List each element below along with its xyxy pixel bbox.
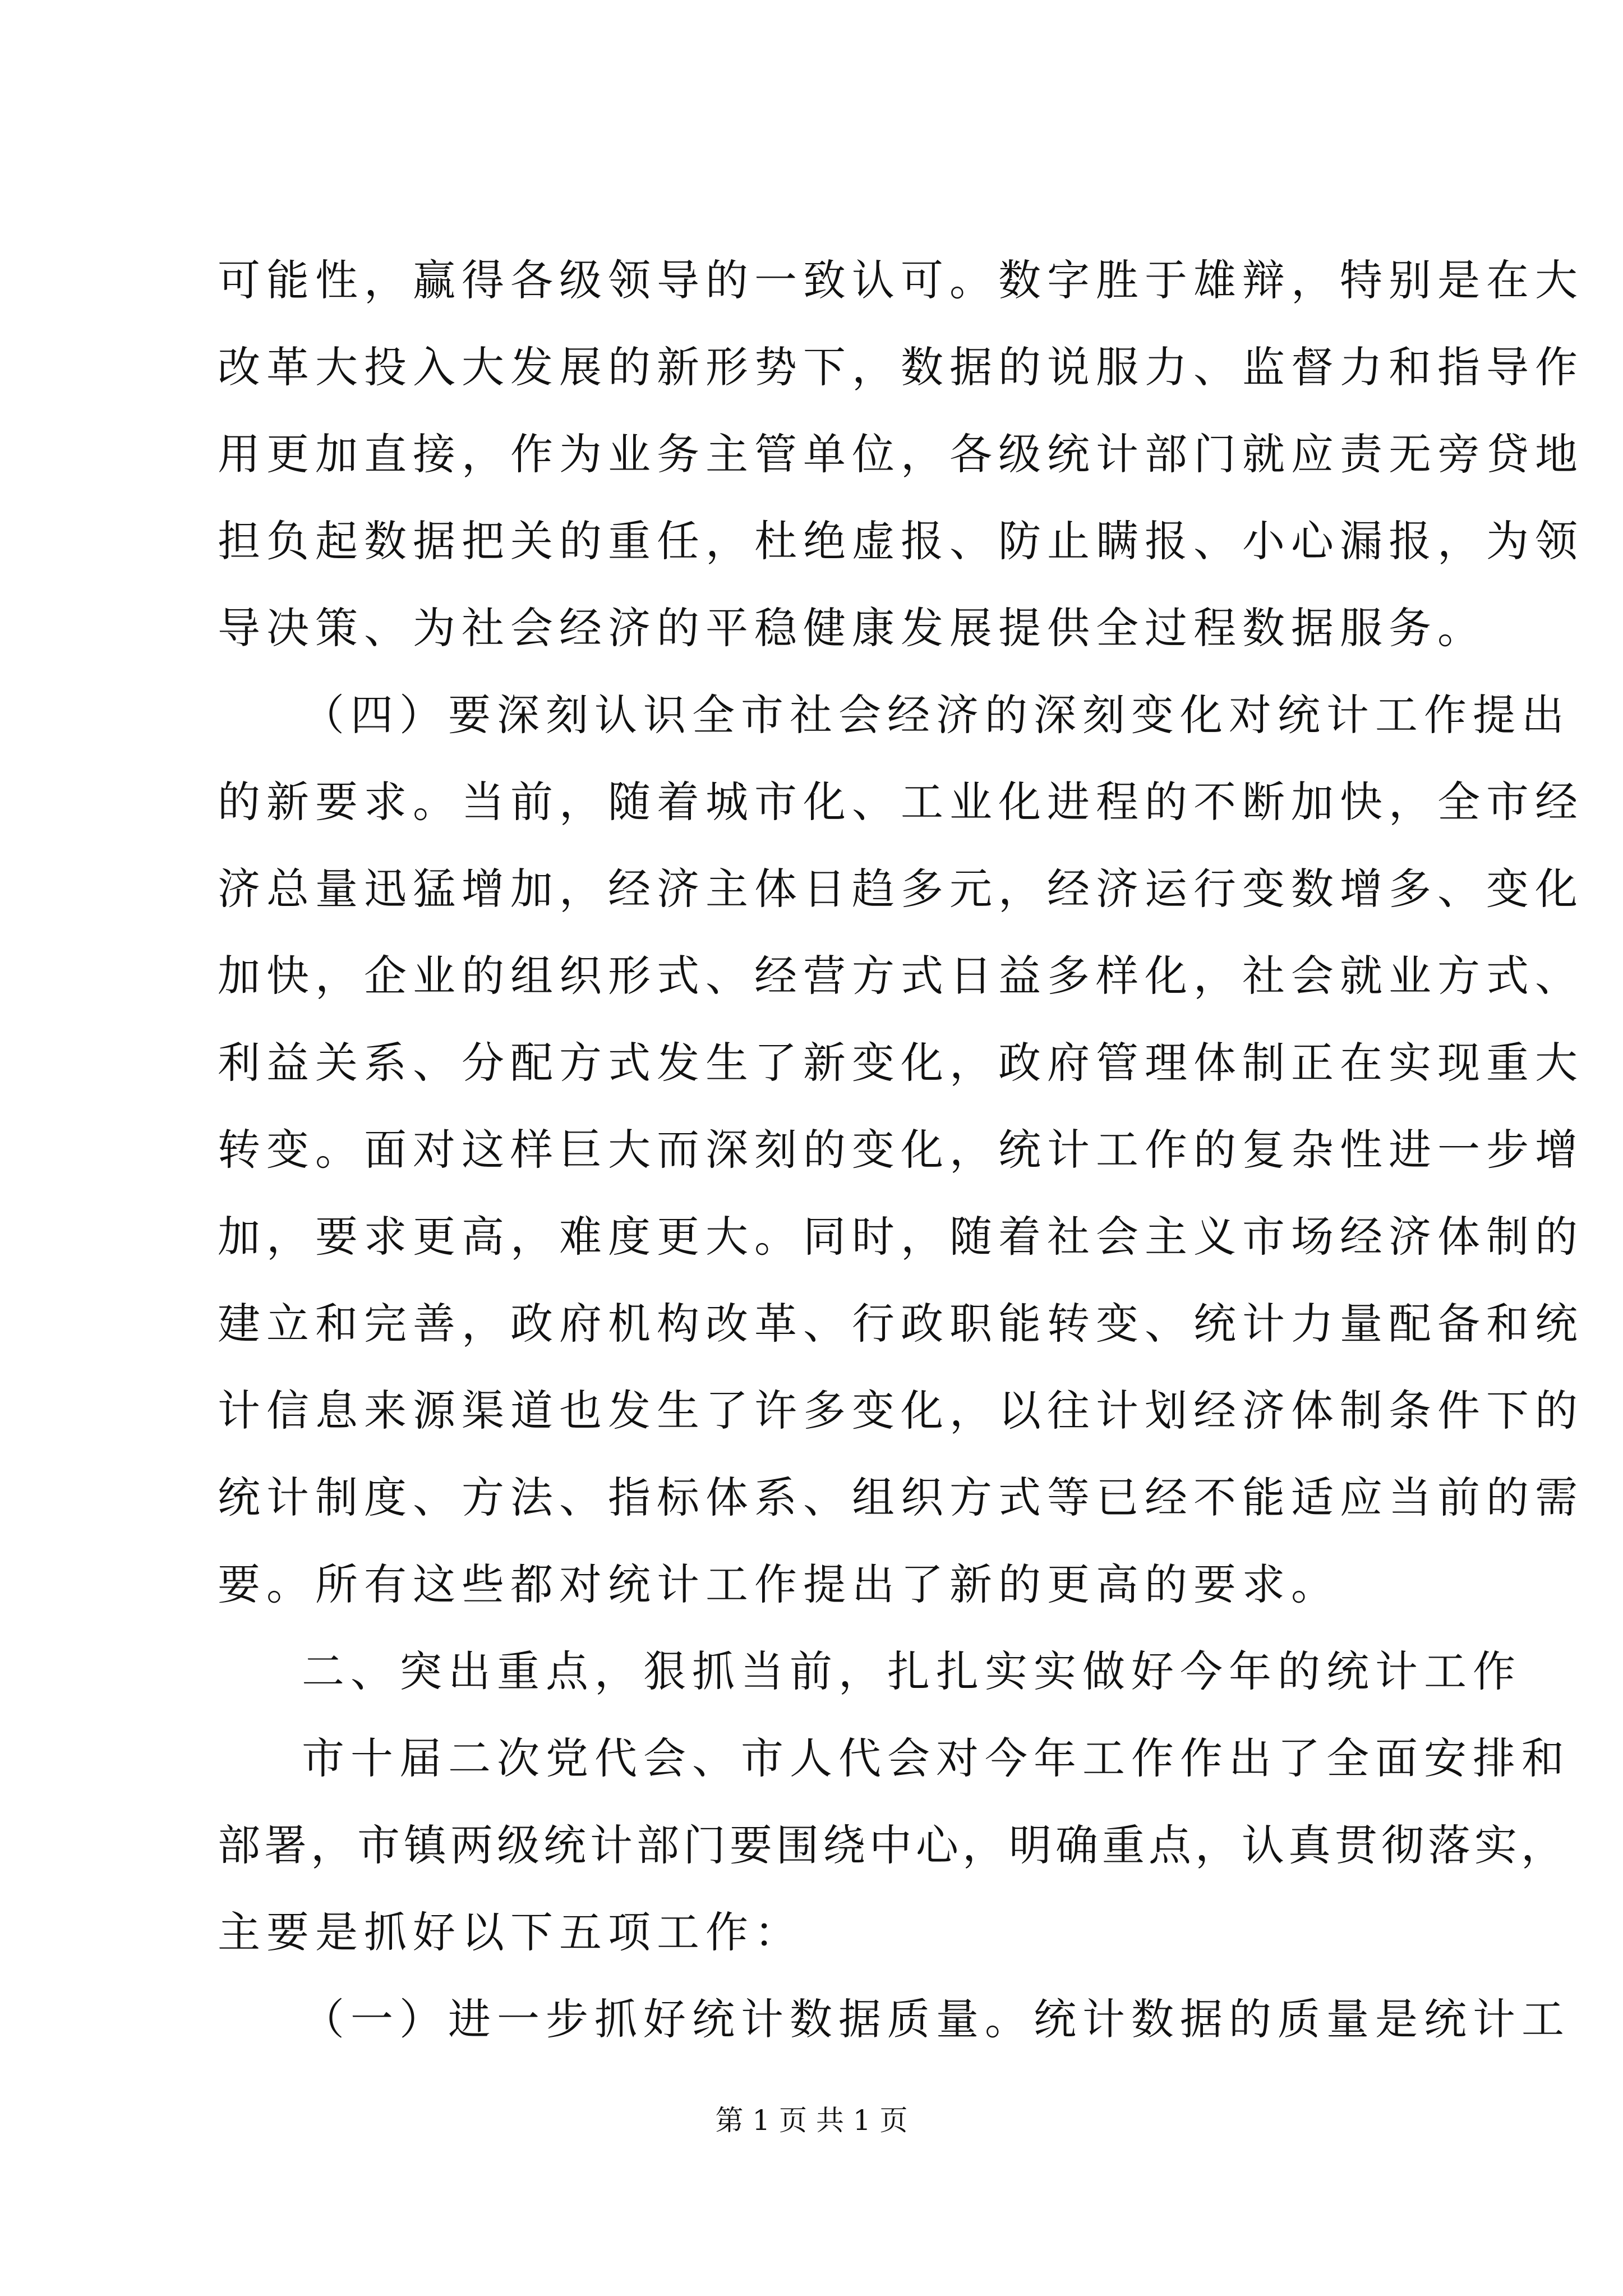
text-line: 要。所有这些都对统计工作提出了新的更高的要求。 [218,1559,1340,1609]
text-line: 转变。面对这样巨大而深刻的变化，统计工作的复杂性进一步增 [218,1125,1584,1175]
text-line: 用更加直接，作为业务主管单位，各级统计部门就应责无旁贷地 [218,429,1584,479]
text-line: 导决策、为社会经济的平稳健康发展提供全过程数据服务。 [218,603,1486,653]
text-line: 市十届二次党代会、市人代会对今年工作作出了全面安排和 [302,1733,1570,1783]
text-line: 济总量迅猛增加，经济主体日趋多元，经济运行变数增多、变化 [218,864,1584,914]
text-line: 部署，市镇两级统计部门要围绕中心，明确重点，认真贯彻落实， [218,1820,1567,1870]
text-line: 利益关系、分配方式发生了新变化，政府管理体制正在实现重大 [218,1038,1584,1088]
text-line: 的新要求。当前，随着城市化、工业化进程的不断加快，全市经 [218,777,1584,827]
text-line: （一）进一步抓好统计数据质量。统计数据的质量是统计工 [302,1994,1570,2044]
text-line: 主要是抓好以下五项工作： [218,1907,803,1957]
text-line: （四）要深刻认识全市社会经济的深刻变化对统计工作提出 [302,690,1570,740]
text-line: 加，要求更高，难度更大。同时，随着社会主义市场经济体制的 [218,1212,1584,1262]
text-line: 可能性，赢得各级领导的一致认可。数字胜于雄辩，特别是在大 [218,255,1584,305]
text-line: 加快，企业的组织形式、经营方式日益多样化，社会就业方式、 [218,951,1584,1001]
text-line: 改革大投入大发展的新形势下，数据的说服力、监督力和指导作 [218,342,1584,392]
text-line: 统计制度、方法、指标体系、组织方式等已经不能适应当前的需 [218,1473,1584,1522]
page-footer: 第 1 页 共 1 页 [715,2104,908,2137]
section-heading: 二、突出重点，狠抓当前，扎扎实实做好今年的统计工作 [302,1646,1521,1696]
text-line: 担负起数据把关的重任，杜绝虚报、防止瞒报、小心漏报，为领 [218,516,1584,566]
text-line: 计信息来源渠道也发生了许多变化，以往计划经济体制条件下的 [218,1386,1584,1435]
text-line: 建立和完善，政府机构改革、行政职能转变、统计力量配备和统 [218,1299,1584,1349]
